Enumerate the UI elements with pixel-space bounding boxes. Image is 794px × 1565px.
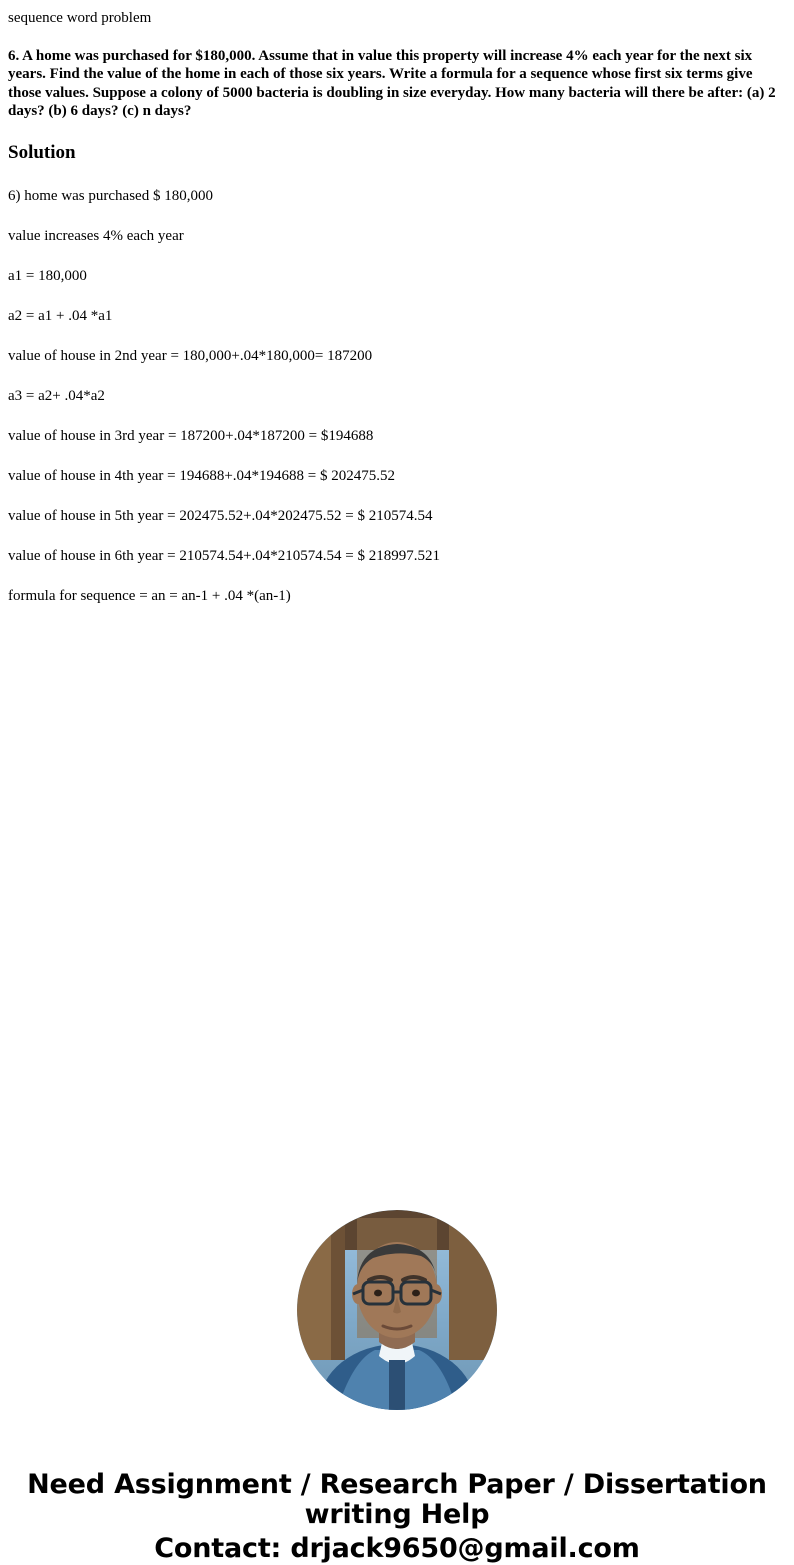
solution-line: a1 = 180,000 xyxy=(8,267,87,284)
promo-line-2: writing Help xyxy=(304,1499,490,1531)
solution-line: value of house in 4th year = 194688+.04*194688 = $ 202475.52 xyxy=(8,467,395,484)
solution-line: a2 = a1 + .04 *a1 xyxy=(8,307,113,324)
solution-line: 6) home was purchased $ 180,000 xyxy=(8,187,213,204)
document-page xyxy=(0,8,794,1565)
promo-banner xyxy=(8,1470,786,1565)
solution-heading: Solution xyxy=(8,142,76,164)
solution-line: value of house in 6th year = 210574.54+.04*210574.54 = $ 218997.521 xyxy=(8,547,440,564)
avatar xyxy=(297,1210,497,1410)
solution-line: value increases 4% each year xyxy=(8,227,184,244)
solution-line: a3 = a2+ .04*a2 xyxy=(8,387,105,404)
solution-line: value of house in 3rd year = 187200+.04*187200 = $194688 xyxy=(8,427,374,444)
promo-line-1: Need Assignment / Research Paper / Dissertation xyxy=(27,1468,767,1500)
solution-line: value of house in 2nd year = 180,000+.04*180,000= 187200 xyxy=(8,347,373,364)
solution-line: formula for sequence = an = an-1 + .04 *(an-1) xyxy=(8,587,291,604)
question-body: 6. A home was purchased for $180,000. Assume that in value this property will increase 4% each year for the next six years. Find the value of the home in each of those six years. Write a formula for a sequence whose first six terms give those values. Suppose a colony of 5000 bacteria is doubling in size everyday. How many bacteria will there be after: (a) 2 days? (b) 6 days? (c) n days? xyxy=(8,48,776,119)
question-title: sequence word problem xyxy=(8,10,152,26)
promo-contact: Contact: drjack9650@gmail.com xyxy=(154,1533,640,1565)
solution-line: value of house in 5th year = 202475.52+.04*202475.52 = $ 210574.54 xyxy=(8,507,433,524)
content-spacer xyxy=(8,605,786,1205)
avatar-container xyxy=(8,1210,786,1410)
